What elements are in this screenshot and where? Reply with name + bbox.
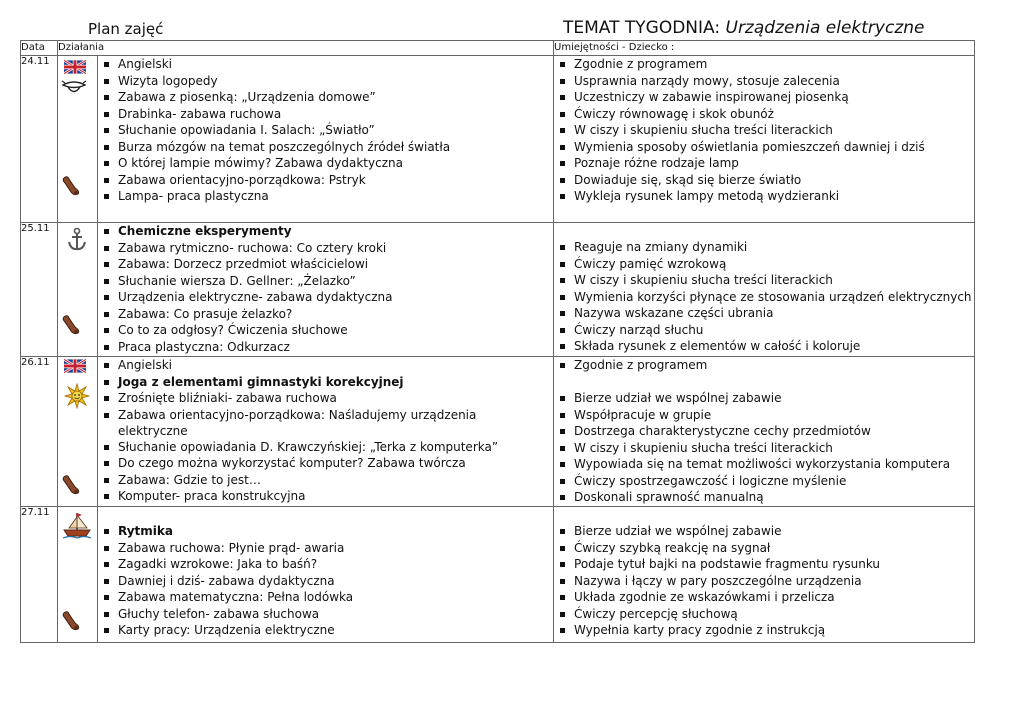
- row-date: 25.11: [21, 223, 58, 357]
- list-item: Zabawa: Dorzecz przedmiot właścicielowi: [118, 256, 553, 273]
- column-header-date: Data: [21, 41, 58, 56]
- list-item: Ćwiczy narząd słuchu: [574, 322, 974, 339]
- sun-icon: [64, 383, 90, 409]
- list-item: Wykleja rysunek lampy metodą wydzieranki: [574, 188, 974, 205]
- tongue-icon: [61, 79, 87, 97]
- row-activities: [98, 357, 554, 507]
- list-item: Składa rysunek z elementów w całość i koloruje: [574, 338, 974, 355]
- list-item: Głuchy telefon- zabawa słuchowa: [118, 606, 553, 623]
- theme-prefix: TEMAT TYGODNIA:: [563, 18, 721, 38]
- row-date: 24.11: [21, 56, 58, 223]
- list-item: Komputer- praca konstrukcyjna: [118, 488, 553, 505]
- row-icons: [58, 56, 98, 223]
- list-item: Ćwiczy pamięć wzrokową: [574, 256, 974, 273]
- list-item: Układa zgodnie ze wskazówkami i przelicza: [574, 589, 974, 606]
- list-item: Co to za odgłosy? Ćwiczenia słuchowe: [118, 322, 553, 339]
- list-item: Lampa- praca plastyczna: [118, 188, 553, 205]
- list-item: Drabinka- zabawa ruchowa: [118, 106, 553, 123]
- plan-title: Plan zajęć: [88, 20, 164, 38]
- table-header-row: [21, 41, 975, 56]
- hand-icon: [61, 473, 83, 495]
- list-item: W ciszy i skupieniu słucha treści literackich: [574, 272, 974, 289]
- row-date: 27.11: [21, 507, 58, 643]
- theme-heading: [563, 18, 924, 38]
- list-item: Słuchanie opowiadania D. Krawczyńskiej: „Terka z komputerka”: [118, 439, 553, 456]
- list-item: Uczestniczy w zabawie inspirowanej piosenką: [574, 89, 974, 106]
- list-item: Dowiaduje się, skąd się bierze światło: [574, 172, 974, 189]
- list-item: Podaje tytuł bajki na podstawie fragmentu rysunku: [574, 556, 974, 573]
- row-skills: [554, 357, 975, 507]
- list-item: Wypełnia karty pracy zgodnie z instrukcją: [574, 622, 974, 639]
- uk-flag-icon: [64, 359, 86, 373]
- list-item: Zabawa orientacyjno-porządkowa: Naśladujemy urządzenia elektryczne: [118, 407, 477, 438]
- list-item: Zabawa: Gdzie to jest…: [118, 472, 553, 489]
- list-item: Słuchanie opowiadania I. Salach: „Światło”: [118, 122, 553, 139]
- row-skills: [554, 223, 975, 357]
- row-skills: [554, 56, 975, 223]
- anchor-icon: [66, 227, 88, 253]
- list-item: Zabawa matematyczna: Pełna lodówka: [118, 589, 553, 606]
- list-item: Karty pracy: Urządzenia elektryczne: [118, 622, 553, 639]
- column-header-activities: Działania: [58, 41, 554, 56]
- list-item: Do czego można wykorzystać komputer? Zabawa twórcza: [118, 455, 553, 472]
- row-date: 26.11: [21, 357, 58, 507]
- table-row: [21, 223, 975, 357]
- uk-flag-icon: [64, 60, 86, 74]
- list-item: Zabawa: Co prasuje żelazko?: [118, 306, 553, 323]
- list-item: Ćwiczy spostrzegawczość i logiczne myślenie: [574, 473, 974, 490]
- list-item: Bierze udział we wspólnej zabawie: [574, 390, 974, 407]
- list-item: Wymienia korzyści płynące ze stosowania urządzeń elektrycznych: [574, 289, 974, 306]
- list-item: Angielski: [118, 357, 553, 374]
- hand-icon: [61, 313, 83, 335]
- list-item: Angielski: [118, 56, 553, 73]
- table-row: [21, 507, 975, 643]
- list-item: Ćwiczy percepcję słuchową: [574, 606, 974, 623]
- list-item: Zgodnie z programem: [574, 357, 974, 374]
- list-item: Poznaje różne rodzaje lamp: [574, 155, 974, 172]
- list-item: Zabawa orientacyjno-porządkowa: Pstryk: [118, 172, 553, 189]
- list-item: Dostrzega charakterystyczne cechy przedmiotów: [574, 423, 974, 440]
- row-activities: [98, 56, 554, 223]
- list-item: Zagadki wzrokowe: Jaka to baśń?: [118, 556, 553, 573]
- list-item: Nazywa i łączy w pary poszczególne urządzenia: [574, 573, 974, 590]
- list-item: Burza mózgów na temat poszczególnych źródeł światła: [118, 139, 553, 156]
- list-item: Bierze udział we wspólnej zabawie: [574, 523, 974, 540]
- list-item: W ciszy i skupieniu słucha treści literackich: [574, 122, 974, 139]
- column-header-skills: Umiejętności - Dziecko :: [554, 41, 975, 56]
- list-item: Dawniej i dziś- zabawa dydaktyczna: [118, 573, 553, 590]
- list-item: Zabawa z piosenką: „Urządzenia domowe”: [118, 89, 553, 106]
- row-skills: [554, 507, 975, 643]
- list-item: Chemiczne eksperymenty: [118, 223, 553, 240]
- list-item: Reaguje na zmiany dynamiki: [574, 239, 974, 256]
- row-activities: [98, 507, 554, 643]
- list-item: Wymienia sposoby oświetlania pomieszczeń dawniej i dziś: [574, 139, 974, 156]
- list-item: Joga z elementami gimnastyki korekcyjnej: [118, 374, 553, 391]
- list-item: Rytmika: [118, 523, 553, 540]
- list-item: Doskonali sprawność manualną: [574, 489, 974, 506]
- ship-icon: [62, 511, 92, 539]
- theme-title: Urządzenia elektryczne: [725, 18, 925, 38]
- list-item: W ciszy i skupieniu słucha treści literackich: [574, 440, 974, 457]
- list-item: Usprawnia narządy mowy, stosuje zalecenia: [574, 73, 974, 90]
- row-icons: [58, 507, 98, 643]
- list-item: Wizyta logopedy: [118, 73, 553, 90]
- hand-icon: [61, 174, 83, 196]
- list-item: Praca plastyczna: Odkurzacz: [118, 339, 553, 356]
- list-item: Ćwiczy szybką reakcję na sygnał: [574, 540, 974, 557]
- list-item: Słuchanie wiersza D. Gellner: „Żelazko”: [118, 273, 553, 290]
- table-row: [21, 357, 975, 507]
- list-item: Zgodnie z programem: [574, 56, 974, 73]
- table-row: [21, 56, 975, 223]
- hand-icon: [61, 609, 83, 631]
- plan-table: [20, 40, 975, 643]
- list-item: Współpracuje w grupie: [574, 407, 974, 424]
- row-icons: [58, 223, 98, 357]
- list-item: O której lampie mówimy? Zabawa dydaktyczna: [118, 155, 553, 172]
- list-item: Wypowiada się na temat możliwości wykorzystania komputera: [574, 456, 974, 473]
- list-item: Zrośnięte bliźniaki- zabawa ruchowa: [118, 390, 553, 407]
- list-item: Zabawa rytmiczno- ruchowa: Co cztery kroki: [118, 240, 553, 257]
- row-activities: [98, 223, 554, 357]
- list-item-blank: [574, 374, 974, 391]
- list-item: Ćwiczy równowagę i skok obunóż: [574, 106, 974, 123]
- list-item: Urządzenia elektryczne- zabawa dydaktyczna: [118, 289, 553, 306]
- list-item: Nazywa wskazane części ubrania: [574, 305, 974, 322]
- row-icons: [58, 357, 98, 507]
- list-item: Zabawa ruchowa: Płynie prąd- awaria: [118, 540, 553, 557]
